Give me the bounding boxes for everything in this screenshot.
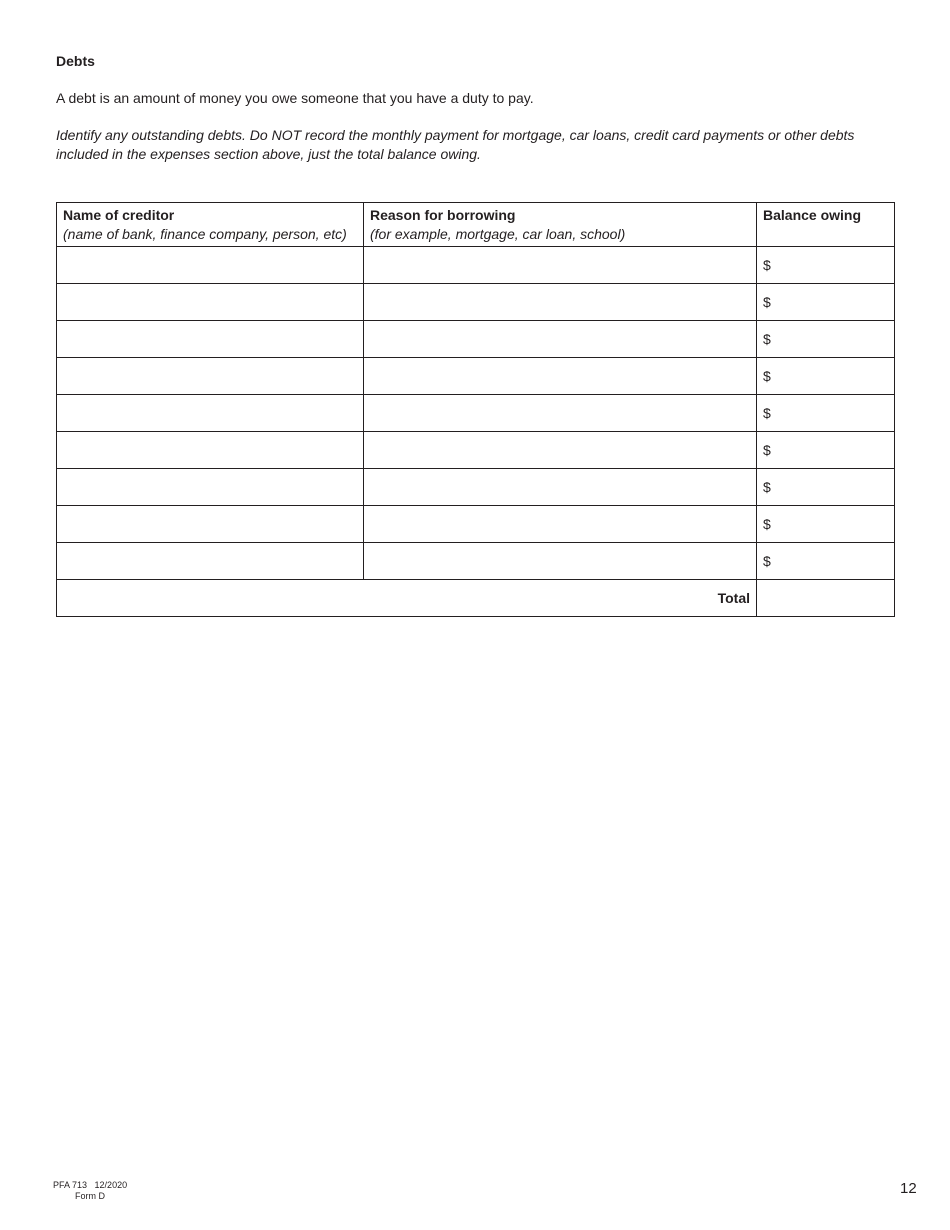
borrowing-reason-value[interactable] [370, 321, 750, 357]
page-number: 12 [900, 1180, 917, 1197]
creditor-name-field[interactable] [57, 247, 364, 284]
borrowing-reason-value[interactable] [370, 358, 750, 394]
balance-owing-field[interactable] [757, 543, 895, 580]
creditor-name-field[interactable] [57, 358, 364, 395]
debt-row [57, 506, 895, 543]
borrowing-reason-value[interactable] [370, 284, 750, 320]
total-balance-field[interactable] [757, 580, 895, 617]
column-header-sublabel: (name of bank, finance company, person, etc) [63, 226, 347, 242]
debt-row [57, 432, 895, 469]
creditor-name-value[interactable] [63, 543, 357, 579]
creditor-name-value[interactable] [63, 321, 357, 357]
borrowing-reason-value[interactable] [370, 506, 750, 542]
currency-symbol: $ [763, 553, 771, 569]
creditor-name-value[interactable] [63, 358, 357, 394]
creditor-name-value[interactable] [63, 395, 357, 431]
debt-row [57, 469, 895, 506]
form-name: Form D [75, 1191, 105, 1201]
creditor-name-field[interactable] [57, 506, 364, 543]
creditor-name-field[interactable] [57, 395, 364, 432]
creditor-name-field[interactable] [57, 543, 364, 580]
debt-row [57, 543, 895, 580]
balance-owing-field[interactable] [757, 321, 895, 358]
borrowing-reason-field[interactable] [364, 543, 757, 580]
debt-row [57, 321, 895, 358]
borrowing-reason-value[interactable] [370, 247, 750, 283]
borrowing-reason-field[interactable] [364, 321, 757, 358]
currency-symbol: $ [763, 405, 771, 421]
balance-owing-field[interactable] [757, 358, 895, 395]
borrowing-reason-field[interactable] [364, 432, 757, 469]
borrowing-reason-value[interactable] [370, 395, 750, 431]
creditor-name-value[interactable] [63, 506, 357, 542]
currency-symbol: $ [763, 479, 771, 495]
borrowing-reason-field[interactable] [364, 506, 757, 543]
creditor-name-value[interactable] [63, 247, 357, 283]
creditor-name-field[interactable] [57, 469, 364, 506]
currency-symbol: $ [763, 257, 771, 273]
total-row [57, 580, 895, 617]
column-header-sublabel: (for example, mortgage, car loan, school) [370, 226, 626, 242]
column-header-label: Name of creditor [63, 207, 175, 223]
currency-symbol: $ [763, 294, 771, 310]
borrowing-reason-field[interactable] [364, 395, 757, 432]
debt-row [57, 358, 895, 395]
form-footer-code [53, 1180, 127, 1202]
debt-instructions-text: Identify any outstanding debts. Do NOT record the monthly payment for mortgage, car loans, credit card payments or other debts included in the expenses section above, just the total balance owing. [56, 127, 855, 162]
debt-definition-text: A debt is an amount of money you owe someone that you have a duty to pay. [56, 90, 534, 106]
column-header-label: Balance owing [763, 207, 862, 223]
borrowing-reason-field[interactable] [364, 358, 757, 395]
currency-symbol: $ [763, 331, 771, 347]
form-date: 12/2020 [94, 1180, 128, 1190]
borrowing-reason-value[interactable] [370, 432, 750, 468]
borrowing-reason-field[interactable] [364, 284, 757, 321]
column-header-creditor [57, 203, 364, 247]
creditor-name-field[interactable] [57, 284, 364, 321]
balance-owing-field[interactable] [757, 432, 895, 469]
currency-symbol: $ [763, 368, 771, 384]
debts-table [56, 202, 895, 617]
total-label: Total [57, 580, 757, 617]
column-header-balance [757, 203, 895, 247]
balance-owing-field[interactable] [757, 395, 895, 432]
borrowing-reason-field[interactable] [364, 247, 757, 284]
balance-owing-field[interactable] [757, 247, 895, 284]
section-title: Debts [56, 53, 95, 69]
total-balance-value[interactable] [763, 580, 888, 616]
debt-row [57, 395, 895, 432]
debts-table-header [57, 203, 895, 247]
creditor-name-field[interactable] [57, 432, 364, 469]
balance-owing-field[interactable] [757, 469, 895, 506]
currency-symbol: $ [763, 442, 771, 458]
creditor-name-value[interactable] [63, 469, 357, 505]
creditor-name-value[interactable] [63, 284, 357, 320]
borrowing-reason-value[interactable] [370, 469, 750, 505]
debt-row [57, 284, 895, 321]
borrowing-reason-field[interactable] [364, 469, 757, 506]
currency-symbol: $ [763, 516, 771, 532]
creditor-name-field[interactable] [57, 321, 364, 358]
creditor-name-value[interactable] [63, 432, 357, 468]
column-header-reason [364, 203, 757, 247]
debt-row [57, 247, 895, 284]
borrowing-reason-value[interactable] [370, 543, 750, 579]
balance-owing-field[interactable] [757, 284, 895, 321]
column-header-label: Reason for borrowing [370, 207, 516, 223]
form-code: PFA 713 [53, 1180, 88, 1190]
balance-owing-field[interactable] [757, 506, 895, 543]
